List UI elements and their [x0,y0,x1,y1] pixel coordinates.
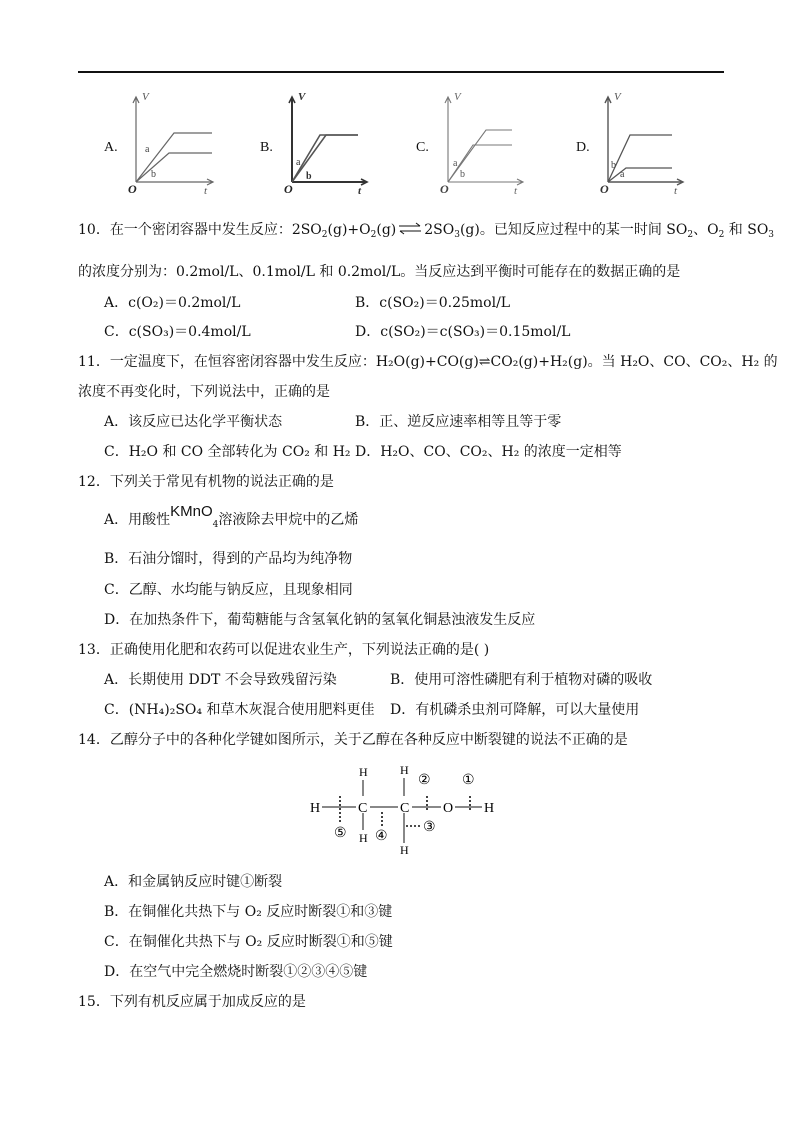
atom-o: O [443,801,454,816]
q14-option-a: A．和金属钠反应时键①断裂 [104,874,283,890]
q12-option-d: D．在加热条件下，葡萄糖能与含氢氧化钠的氢氧化铜悬浊液发生反应 [104,612,536,628]
curve-label-bottom-c: b [460,169,465,180]
q13-option-a: A．长期使用 DDT 不会导致残留污染 [104,672,337,688]
q14-stem: 14．乙醇分子中的各种化学键如图所示，关于乙醇在各种反应中断裂键的说法不正确的是 [78,732,628,748]
q11-stem-line1: 11．一定温度下，在恒容密闭容器中发生反应：H₂O(g)+CO(g)⇌CO₂(g)+H₂(g)。当 H₂O、CO、CO₂、H₂ 的 [78,354,778,370]
axis-y-label-b: V [298,92,306,103]
atom-h-c2-top: H [400,763,409,777]
atom-h-c1-top: H [359,765,368,779]
q15-stem: 15．下列有机反应属于加成反应的是 [78,994,306,1010]
atom-h-left: H [310,801,321,816]
option-letter-a: A. [104,140,118,155]
bond-label-4: ④ [375,829,388,844]
axis-y-label-c: V [454,92,461,103]
origin-label-d: O [600,182,609,196]
ethanol-structure-diagram [300,760,510,860]
atom-c2: C [400,801,410,816]
header-rule [78,71,724,73]
option-letter-c: C. [416,140,429,155]
atom-h-c1-bottom: H [359,831,368,845]
q10-stem-line2: 的浓度分别为：0.2mol/L、0.1mol/L 和 0.2mol/L。当反应达到平衡时可能存在的数据正确的是 [78,264,681,280]
curve-label-bottom-d: a [620,169,625,180]
curve-label-bottom-a: b [151,169,156,180]
q14-option-d: D．在空气中完全燃烧时断裂①②③④⑤键 [104,964,368,980]
option-letter-d: D. [576,140,590,155]
bond-label-2: ② [418,773,431,788]
q13-stem: 13．正确使用化肥和农药可以促进农业生产，下列说法正确的是( ) [78,642,490,658]
axis-x-label-d: t [674,185,678,196]
q13-option-b: B．使用可溶性磷肥有利于植物对磷的吸收 [390,672,653,688]
origin-label-a: O [128,182,137,196]
q12-stem: 12．下列关于常见有机物的说法正确的是 [78,474,334,490]
q14-option-c: C．在铜催化共热下与 O₂ 反应时断裂①和⑤键 [104,934,393,950]
q11-stem-line2: 浓度不再变化时，下列说法中，正确的是 [78,384,330,400]
q10-option-c: C．c(SO₃)＝0.4mol/L [104,324,251,340]
equilibrium-arrow-icon [396,220,424,240]
q11-option-d: D．H₂O、CO、CO₂、H₂ 的浓度一定相等 [355,444,622,460]
q13-option-c: C．(NH₄)₂SO₄ 和草木灰混合使用肥料更佳 [104,702,375,718]
origin-label-b: O [284,182,293,196]
bond-label-1: ① [462,773,475,788]
q10-option-a: A．c(O₂)＝0.2mol/L [104,295,241,311]
origin-label-c: O [440,182,449,196]
graph-a [120,92,220,196]
bond-label-3: ③ [423,820,436,835]
bond-label-5: ⑤ [334,826,347,841]
axis-x-label-b: t [358,185,362,196]
curve-label-bottom-b: b [306,171,312,182]
q10-option-d: D．c(SO₂)＝c(SO₃)＝0.15mol/L [355,324,571,340]
q12-option-a: A．用酸性KMnO$_4$溶液除去甲烷中的乙烯 [104,503,359,530]
axis-x-label-a: t [204,185,208,196]
curve-label-top-d: b [611,160,616,171]
axis-y-label-a: V [142,92,149,103]
atom-h-right: H [484,801,495,816]
axis-y-label-d: V [614,92,621,103]
curve-label-top-b: a [296,157,301,168]
q14-option-b: B．在铜催化共热下与 O₂ 反应时断裂①和③键 [104,904,393,920]
option-letter-b: B. [260,140,273,155]
q11-option-c: C．H₂O 和 CO 全部转化为 CO₂ 和 H₂ [104,444,351,460]
q12-option-b: B．石油分馏时，得到的产品均为纯净物 [104,551,353,567]
graph-d [592,92,692,196]
curve-label-top-c: a [453,158,458,169]
q13-option-d: D．有机磷杀虫剂可降解，可以大量使用 [390,702,640,718]
atom-c1: C [358,801,368,816]
q10-stem-line1: 10．在一个密闭容器中发生反应：$2SO_2(g)+O_2(g)$ $2SO_3(g)$。已知反应过程中的某一时间 $SO_2$、$O_2$ 和 $SO_3$ [78,222,775,240]
atom-h-c2-bottom: H [400,843,409,857]
q12-option-c: C．乙醇、水均能与钠反应，且现象相同 [104,582,353,598]
axis-x-label-c: t [514,185,518,196]
graph-b [276,92,376,196]
q11-option-a: A．该反应已达化学平衡状态 [104,414,283,430]
curve-label-top-a: a [145,144,150,155]
q11-option-b: B．正、逆反应速率相等且等于零 [355,414,562,430]
graph-c [432,92,532,196]
q10-option-b: B．c(SO₂)＝0.25mol/L [355,295,511,311]
